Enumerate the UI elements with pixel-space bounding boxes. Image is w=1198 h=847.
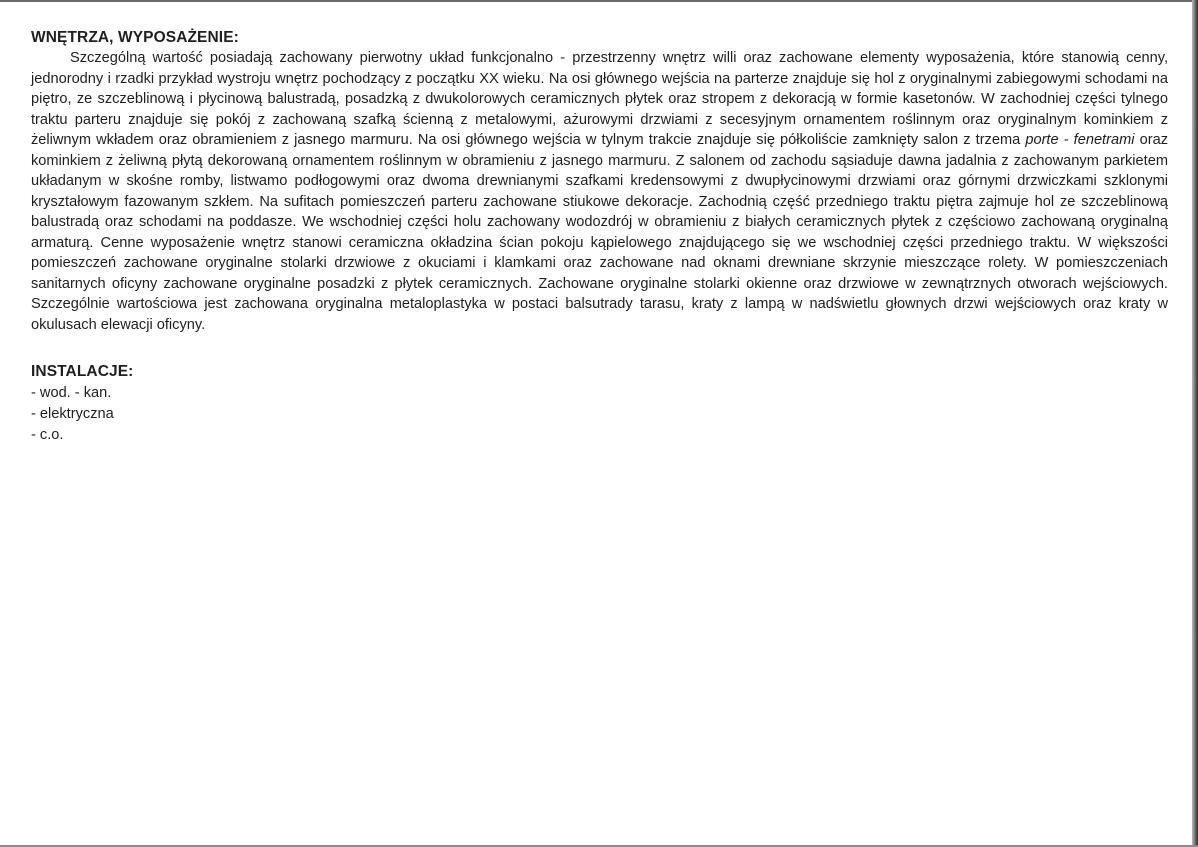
installation-item: - c.o. [31,427,64,443]
interior-heading: WNĘTRZA, WYPOSAŻENIE: [31,29,239,46]
section-spacer [31,335,1168,362]
scan-top-edge [0,0,1198,2]
installation-item: - wod. - kan. [31,385,112,401]
interior-text-part1: Szczególną wartość posiadają zachowany pierwotny układ funkcjonalno - przestrzenny wnętrz willi oraz zachowane elementy wyposażenia, które stanowią cenny, jednorodny i rzadki przykład wystroju wnętrz pochodzący z początku XX wieku. Na osi głównego wejścia na parterze znajduje się hol z oryginalnymi zabiegowymi schodami na piętro, ze szczeblinową i płycinową balustradą, posadzką z dwukolorowych ceramicznych płytek oraz stropem z dekoracją w formie kasetonów. W zachodniej części tylnego traktu parteru znajduje się pokój z zachowaną szafką ścienną z metalowymi, ażurowymi drzwiami z secesyjnym ornamentem roślinnym oraz oryginalnym kominkiem z żeliwnym wkładem oraz obramieniem z jasnego marmuru. Na osi głównego wejścia w tylnym trakcie znajduje się półkoliście zamknięty salon z trzema [31,50,1168,148]
installations-list [31,383,1168,446]
interior-text-part2: oraz kominkiem z żeliwną płytą dekorowaną ornamentem roślinnym w obramieniu z jasnego marmuru. Z salonem od zachodu sąsiaduje dawna jadalnia z zachowanym parkietem układanym w skośne romby, listwamo podłogowymi oraz dwoma drewnianymi szafkami kredensowymi z dwupłycinowymi drzwiami oraz górnymi drzwiczkami szklonymi kryształowym fazowanym szkłem. Na sufitach pomieszczeń parteru zachowane stiukowe dekoracje. Zachodnią część przedniego traktu piętra zajmuje hol ze szczeblinową balustradą oraz schodami na poddasze. We wschodniej części holu zachowany wodozdrój w obramieniu z białych ceramicznych płytek z częściowo zachowaną oryginalną armaturą. Cenne wyposażenie wnętrz stanowi ceramiczna okładzina ścian pokoju kąpielowego znajdującego się we wschodniej części przedniego traktu. W większości pomieszczeń zachowane oryginalne stolarki drzwiowe z okuciami i klamkami oraz zachowane nad oknami drewniane skrzynie mieszczące rolety. W pomieszczeniach sanitarnych oficyny zachowane oryginalne posadzki z płytek ceramicznych. Zachowane oryginalne stolarki okienne oraz drzwiowe w zewnątrznych otworach wejściowych. Szczególnie wartościowa jest zachowana oryginalna metaloplastyka w postaci balsutrady tarasu, kraty z lampą w nadświetlu głownych drzwi wejściowych oraz kraty w okulusach elewacji oficyny. [31,132,1168,333]
installations-heading: INSTALACJE: [31,363,134,380]
installation-item: - elektryczna [31,406,114,422]
interior-description [31,48,1168,335]
document-page [31,28,1168,446]
interior-text-italic: porte - fenetrami [1025,132,1135,148]
scan-right-edge [1192,0,1198,847]
